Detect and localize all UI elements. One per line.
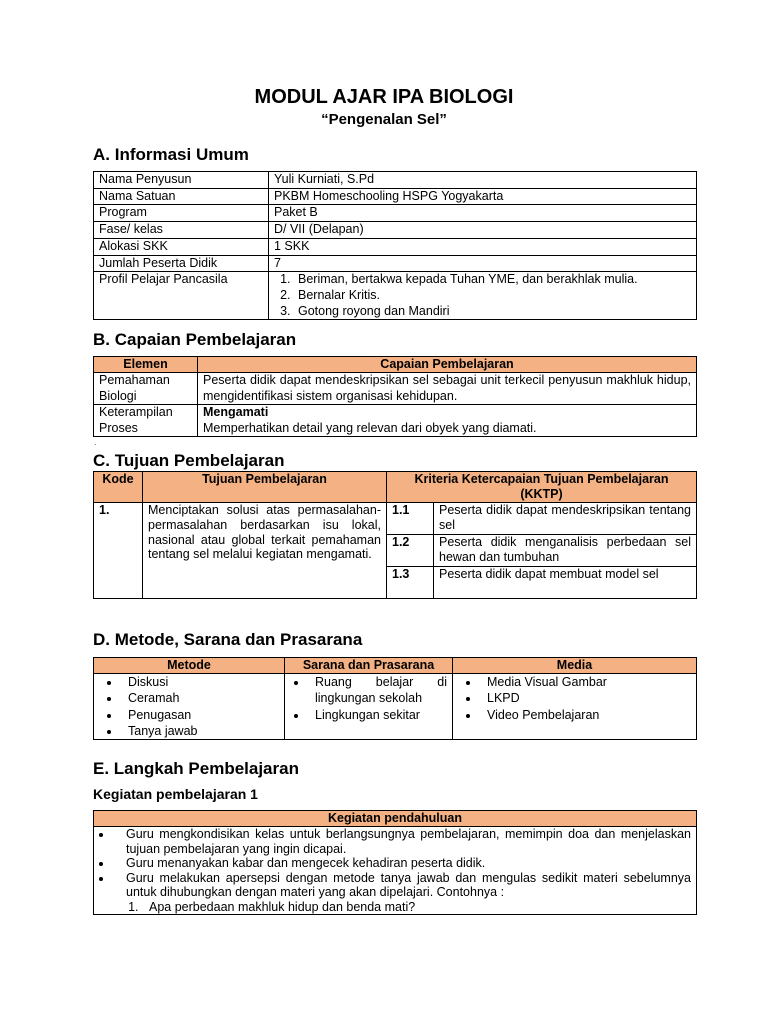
- document-title: MODUL AJAR IPA BIOLOGI: [254, 86, 514, 108]
- section-b-heading: B. Capaian Pembelajaran: [93, 330, 297, 349]
- column-header: Kegiatan pendahuluan: [94, 811, 697, 827]
- metode-list: [99, 674, 279, 739]
- column-header: Kode: [94, 472, 143, 503]
- profil-list-cell: [269, 272, 697, 320]
- row-value: 7: [269, 255, 697, 272]
- row-label: Alokasi SKK: [94, 238, 269, 255]
- section-d-heading: D. Metode, Sarana dan Prasarana: [93, 630, 363, 649]
- list-item: • Diskusi: [121, 674, 279, 690]
- list-item: • Ceramah: [121, 690, 279, 706]
- metode-table: [93, 657, 697, 740]
- list-item: • Ruang belajar di lingkungan sekolah: [308, 674, 447, 707]
- table-row: [94, 405, 697, 437]
- row-value: 1 SKK: [269, 238, 697, 255]
- column-header: Elemen: [94, 357, 198, 373]
- question-list: [126, 900, 691, 915]
- list-item: • Video Pembelajaran: [480, 707, 691, 723]
- sarana-cell: [285, 674, 453, 740]
- list-item: [113, 871, 691, 915]
- tujuan-cell: Menciptakan solusi atas permasalahan-permasalahan berdasarkan isu lokal, nasional atau global terkait pemahaman tentang sel melalui kegiatan mengamati.: [143, 503, 387, 599]
- row-value: Yuli Kurniati, S.Pd: [269, 172, 697, 189]
- kegiatan-cell: [94, 827, 697, 915]
- table-row: [94, 674, 697, 740]
- media-list: [458, 674, 691, 723]
- column-header: Sarana dan Prasarana: [285, 658, 453, 674]
- kktp-text: Peserta didik dapat membuat model sel: [434, 567, 697, 599]
- capaian-table: [93, 356, 697, 437]
- list-item: 2. Bernalar Kritis.: [294, 288, 691, 304]
- stray-mark: .: [94, 437, 97, 447]
- list-item: 1. Beriman, bertakwa kepada Tuhan YME, dan berakhlak mulia.: [294, 272, 691, 288]
- kode-cell: 1.: [94, 503, 143, 599]
- table-row: [94, 827, 697, 915]
- capaian-subtitle: Mengamati: [203, 405, 269, 419]
- document-subtitle: “Pengenalan Sel”: [321, 111, 447, 128]
- elemen-cell: Keterampilan Proses: [94, 405, 198, 437]
- row-label: Fase/ kelas: [94, 222, 269, 239]
- column-header: Metode: [94, 658, 285, 674]
- column-header: Tujuan Pembelajaran: [143, 472, 387, 503]
- table-row: [94, 272, 697, 320]
- row-label: Nama Penyusun: [94, 172, 269, 189]
- kktp-text: Peserta didik menganalisis perbedaan sel hewan dan tumbuhan: [434, 535, 697, 567]
- table-row: [94, 503, 697, 535]
- list-item: • Guru menanyakan kabar dan mengecek kehadiran peserta didik.: [113, 856, 691, 871]
- kegiatan-subheading: Kegiatan pembelajaran 1: [93, 786, 258, 802]
- list-item: • Media Visual Gambar: [480, 674, 691, 690]
- table-header-row: [94, 357, 697, 373]
- row-label: Program: [94, 205, 269, 222]
- informasi-umum-table: [93, 171, 697, 320]
- capaian-cell: Peserta didik dapat mendeskripsikan sel sebagai unit terkecil penyusun makhluk hidup, mengidentifikasi sistem organisasi kehidupan.: [198, 373, 697, 405]
- row-label: Jumlah Peserta Didik: [94, 255, 269, 272]
- table-row: [94, 205, 697, 222]
- capaian-text: Memperhatikan detail yang relevan dari obyek yang diamati.: [203, 420, 537, 435]
- sarana-list: [290, 674, 447, 723]
- list-item: • Tanya jawab: [121, 723, 279, 739]
- list-item: 1. Apa perbedaan makhluk hidup dan benda mati?: [142, 900, 691, 915]
- row-label: Profil Pelajar Pancasila: [94, 272, 269, 320]
- table-header-row: [94, 472, 697, 503]
- list-item: • Penugasan: [121, 707, 279, 723]
- row-value: PKBM Homeschooling HSPG Yogyakarta: [269, 188, 697, 205]
- kktp-code: 1.1: [387, 503, 434, 535]
- table-row: [94, 188, 697, 205]
- tujuan-table: [93, 471, 697, 599]
- table-row: [94, 238, 697, 255]
- kktp-code: 1.3: [387, 567, 434, 599]
- row-value: Paket B: [269, 205, 697, 222]
- elemen-cell: Pemahaman Biologi: [94, 373, 198, 405]
- kegiatan-table: [93, 810, 697, 915]
- list-item-text: Guru melakukan apersepsi dengan metode tanya jawab dan mengulas sedikit materi sebelumnya untuk dihubungkan dengan materi yang akan dipelajari. Contohnya :: [126, 870, 691, 899]
- column-header: Kriteria Ketercapaian Tujuan Pembelajaran (KKTP): [387, 472, 697, 503]
- list-item: 3. Gotong royong dan Mandiri: [294, 304, 691, 320]
- table-header-row: [94, 811, 697, 827]
- metode-cell: [94, 674, 285, 740]
- table-header-row: [94, 658, 697, 674]
- list-item: • LKPD: [480, 690, 691, 706]
- section-a-heading: A. Informasi Umum: [93, 145, 249, 164]
- media-cell: [453, 674, 697, 740]
- column-header: Capaian Pembelajaran: [198, 357, 697, 373]
- kegiatan-list: [99, 827, 691, 914]
- capaian-cell: [198, 405, 697, 437]
- kktp-text: Peserta didik dapat mendeskripsikan tentang sel: [434, 503, 697, 535]
- table-row: [94, 172, 697, 189]
- table-row: [94, 255, 697, 272]
- row-value: D/ VII (Delapan): [269, 222, 697, 239]
- section-e-heading: E. Langkah Pembelajaran: [93, 759, 299, 778]
- section-c-heading: C. Tujuan Pembelajaran: [93, 451, 285, 470]
- column-header: Media: [453, 658, 697, 674]
- kktp-code: 1.2: [387, 535, 434, 567]
- table-row: [94, 373, 697, 405]
- table-row: [94, 222, 697, 239]
- row-label: Nama Satuan: [94, 188, 269, 205]
- profil-list: [274, 272, 691, 319]
- list-item: • Guru mengkondisikan kelas untuk berlangsungnya pembelajaran, memimpin doa dan menjelaskan tujuan pembelajaran yang ingin dicapai.: [113, 827, 691, 856]
- list-item: • Lingkungan sekitar: [308, 707, 447, 723]
